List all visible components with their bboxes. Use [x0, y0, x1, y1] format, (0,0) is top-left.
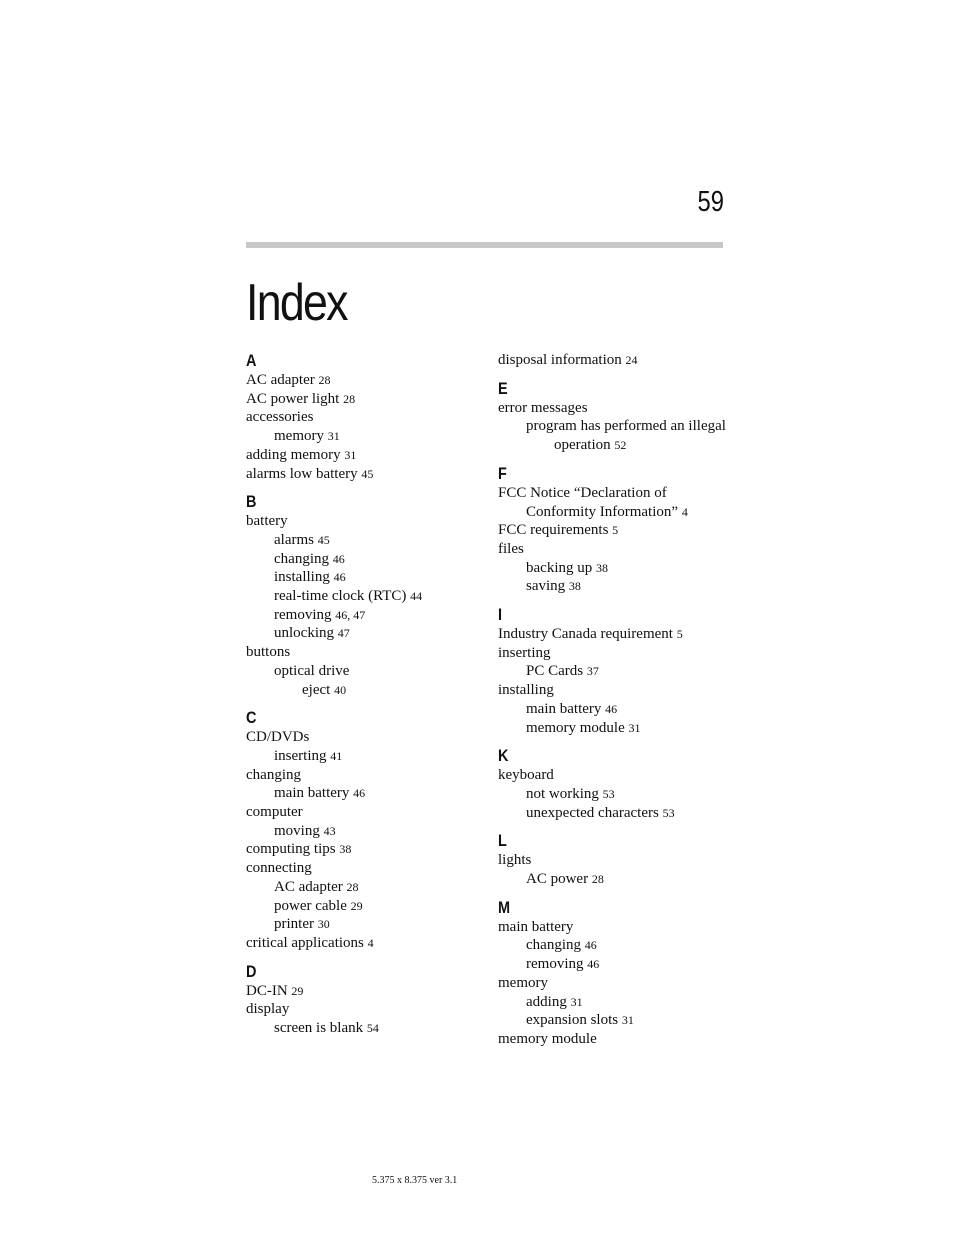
index-term: installing	[274, 569, 330, 586]
index-subentry	[246, 662, 476, 681]
index-term: main battery	[498, 918, 574, 935]
index-subentry	[246, 878, 476, 897]
page-number: 59	[697, 186, 724, 218]
index-term: AC power	[526, 871, 589, 888]
index-page-ref: 38	[339, 842, 352, 857]
index-subentry	[498, 993, 738, 1012]
index-letter-heading: L	[498, 831, 507, 851]
index-letter-heading: A	[246, 351, 257, 370]
index-subentry	[498, 503, 738, 522]
index-entry	[246, 982, 476, 1001]
index-page-ref: 28	[343, 391, 356, 406]
index-term: connecting	[246, 860, 312, 877]
index-term: moving	[274, 822, 320, 839]
index-subentry	[246, 587, 476, 606]
index-entry	[246, 446, 476, 465]
index-entry	[246, 728, 476, 747]
index-entry	[246, 512, 476, 531]
index-letter-heading: E	[498, 378, 508, 398]
index-entry	[498, 484, 738, 503]
index-term: disposal information	[498, 352, 622, 368]
index-page-ref: 40	[334, 682, 347, 697]
index-subentry	[498, 662, 738, 681]
index-entry	[246, 408, 476, 427]
index-term: PC Cards	[526, 663, 584, 680]
index-entry	[498, 766, 738, 785]
index-letter-heading: C	[246, 708, 257, 728]
index-subentry	[498, 436, 738, 455]
index-entry	[246, 1000, 476, 1019]
index-page-ref: 46, 47	[335, 607, 366, 622]
index-page-ref: 46	[353, 786, 366, 801]
index-subentry	[498, 417, 738, 436]
index-page-ref: 41	[330, 748, 343, 763]
index-entry	[498, 625, 738, 644]
index-page-ref: 52	[614, 438, 627, 453]
index-page-ref: 44	[410, 589, 423, 604]
index-term: printer	[274, 916, 314, 933]
index-entry	[498, 399, 738, 418]
index-page-ref: 46	[333, 570, 346, 585]
index-term: optical drive	[274, 662, 350, 679]
index-term: real-time clock (RTC)	[274, 588, 407, 605]
index-subentry	[246, 550, 476, 569]
index-page-ref: 46	[587, 957, 600, 972]
index-page-ref: 28	[318, 373, 331, 387]
index-subentry	[246, 784, 476, 803]
index-term: backing up	[526, 559, 593, 576]
index-term: computing tips	[246, 841, 336, 858]
footer-note: 5.375 x 8.375 ver 3.1	[372, 1175, 458, 1186]
index-term: power cable	[274, 897, 347, 914]
index-page-ref: 29	[350, 898, 363, 913]
index-subentry	[246, 531, 476, 550]
index-entry	[246, 390, 476, 409]
index-page-ref: 31	[570, 994, 583, 1009]
index-term: adding memory	[246, 446, 341, 463]
index-subentry	[498, 1011, 738, 1030]
index-page-ref: 43	[323, 823, 336, 838]
index-page-ref: 5	[676, 627, 683, 642]
index-page-ref: 38	[568, 579, 581, 594]
index-letter-heading: F	[498, 463, 507, 483]
index-entry	[246, 766, 476, 785]
index-subentry	[498, 804, 738, 823]
index-term: removing	[526, 956, 584, 973]
index-page-ref: 46	[584, 938, 597, 953]
index-page-ref: 29	[291, 983, 304, 998]
index-page-ref: 31	[344, 447, 357, 462]
index-term: unexpected characters	[526, 804, 659, 821]
index-term: alarms low battery	[246, 465, 358, 482]
index-term: Conformity Information”	[526, 503, 679, 520]
index-subentry	[498, 700, 738, 719]
index-term: error messages	[498, 399, 588, 416]
index-term: display	[246, 1001, 290, 1018]
index-page-ref: 5	[612, 523, 619, 538]
index-entry	[498, 974, 738, 993]
index-subentry	[246, 897, 476, 916]
index-term: AC adapter	[274, 878, 343, 895]
index-term: AC power light	[246, 390, 340, 407]
index-letter-heading: M	[498, 897, 511, 917]
index-entry	[498, 540, 738, 559]
index-letter-heading: K	[498, 746, 509, 766]
index-term: alarms	[274, 531, 314, 548]
index-term: installing	[498, 682, 554, 699]
index-term: removing	[274, 606, 332, 623]
index-entry	[246, 643, 476, 662]
index-page-ref: 28	[346, 879, 359, 894]
index-term: main battery	[526, 700, 602, 717]
index-term: changing	[246, 766, 301, 783]
index-term: not working	[526, 785, 599, 802]
index-subentry	[246, 624, 476, 643]
index-term: CD/DVDs	[246, 729, 310, 746]
index-entry	[246, 371, 476, 390]
index-page-ref: 24	[625, 353, 638, 367]
index-term: FCC requirements	[498, 522, 609, 539]
index-letter-heading: I	[498, 605, 503, 625]
index-term: screen is blank	[274, 1020, 364, 1037]
index-page-ref: 53	[602, 786, 615, 801]
index-subentry	[498, 559, 738, 578]
index-term: program has performed an illegal	[526, 418, 726, 435]
index-column-right	[498, 351, 738, 1049]
index-term: Industry Canada requirement	[498, 626, 673, 643]
index-term: battery	[246, 513, 288, 530]
index-term: expansion slots	[526, 1012, 619, 1029]
index-term: operation	[554, 437, 611, 454]
index-term: memory	[274, 428, 324, 445]
index-entry	[246, 803, 476, 822]
index-term: memory module	[498, 1030, 597, 1047]
index-subentry	[498, 577, 738, 596]
index-entry	[246, 840, 476, 859]
index-subentry	[246, 568, 476, 587]
index-term: inserting	[274, 747, 327, 764]
index-subentry	[498, 936, 738, 955]
index-page-ref: 47	[337, 626, 350, 641]
index-page-ref: 46	[605, 701, 618, 716]
index-subentry	[246, 681, 476, 700]
index-entry	[246, 465, 476, 484]
page-title: Index	[246, 274, 347, 332]
index-term: main battery	[274, 785, 350, 802]
index-term: unlocking	[274, 625, 334, 642]
index-entry	[498, 918, 738, 937]
index-term: eject	[302, 681, 331, 698]
index-letter-heading: D	[246, 961, 257, 981]
index-subentry	[246, 427, 476, 446]
index-term: saving	[526, 578, 566, 595]
index-page-ref: 30	[317, 917, 330, 932]
index-page-ref: 31	[327, 429, 340, 444]
index-term: inserting	[498, 644, 551, 661]
index-term: files	[498, 540, 524, 557]
index-page-ref: 4	[681, 504, 688, 519]
index-entry	[498, 644, 738, 663]
index-subentry	[246, 606, 476, 625]
index-column-left	[246, 351, 476, 1038]
index-term: DC-IN	[246, 982, 288, 999]
index-page-ref: 45	[317, 532, 330, 547]
index-entry	[498, 351, 738, 370]
index-subentry	[246, 822, 476, 841]
index-page-ref: 53	[662, 805, 675, 820]
index-subentry	[498, 785, 738, 804]
index-subentry	[246, 1019, 476, 1038]
index-entry	[498, 851, 738, 870]
index-subentry	[246, 747, 476, 766]
index-term: critical applications	[246, 934, 364, 951]
index-entry	[246, 934, 476, 953]
index-term: FCC Notice “Declaration of	[498, 484, 667, 501]
index-subentry	[498, 870, 738, 889]
index-subentry	[498, 719, 738, 738]
index-term: memory module	[526, 719, 625, 736]
index-page-ref: 37	[586, 664, 599, 679]
index-term: accessories	[246, 409, 314, 426]
index-page-ref: 46	[332, 551, 345, 566]
index-term: changing	[526, 937, 581, 954]
index-subentry	[498, 955, 738, 974]
index-page-ref: 31	[628, 720, 641, 735]
index-letter-heading: B	[246, 492, 257, 512]
index-term: adding	[526, 993, 567, 1010]
index-subentry	[246, 915, 476, 934]
index-term: lights	[498, 852, 532, 869]
index-entry	[498, 681, 738, 700]
index-term: keyboard	[498, 767, 554, 784]
index-term: memory	[498, 974, 548, 991]
header-rule	[246, 242, 723, 248]
index-page-ref: 45	[361, 466, 374, 481]
index-term: AC adapter	[246, 372, 315, 388]
index-entry	[498, 521, 738, 540]
index-page-ref: 4	[367, 935, 374, 950]
index-page-ref: 28	[591, 872, 604, 887]
index-page-ref: 38	[595, 560, 608, 575]
index-page-ref: 54	[366, 1021, 379, 1036]
index-term: buttons	[246, 644, 291, 661]
index-entry	[498, 1030, 738, 1049]
index-term: changing	[274, 550, 329, 567]
index-term: computer	[246, 804, 303, 821]
index-page-ref: 31	[621, 1013, 634, 1028]
index-entry	[246, 859, 476, 878]
